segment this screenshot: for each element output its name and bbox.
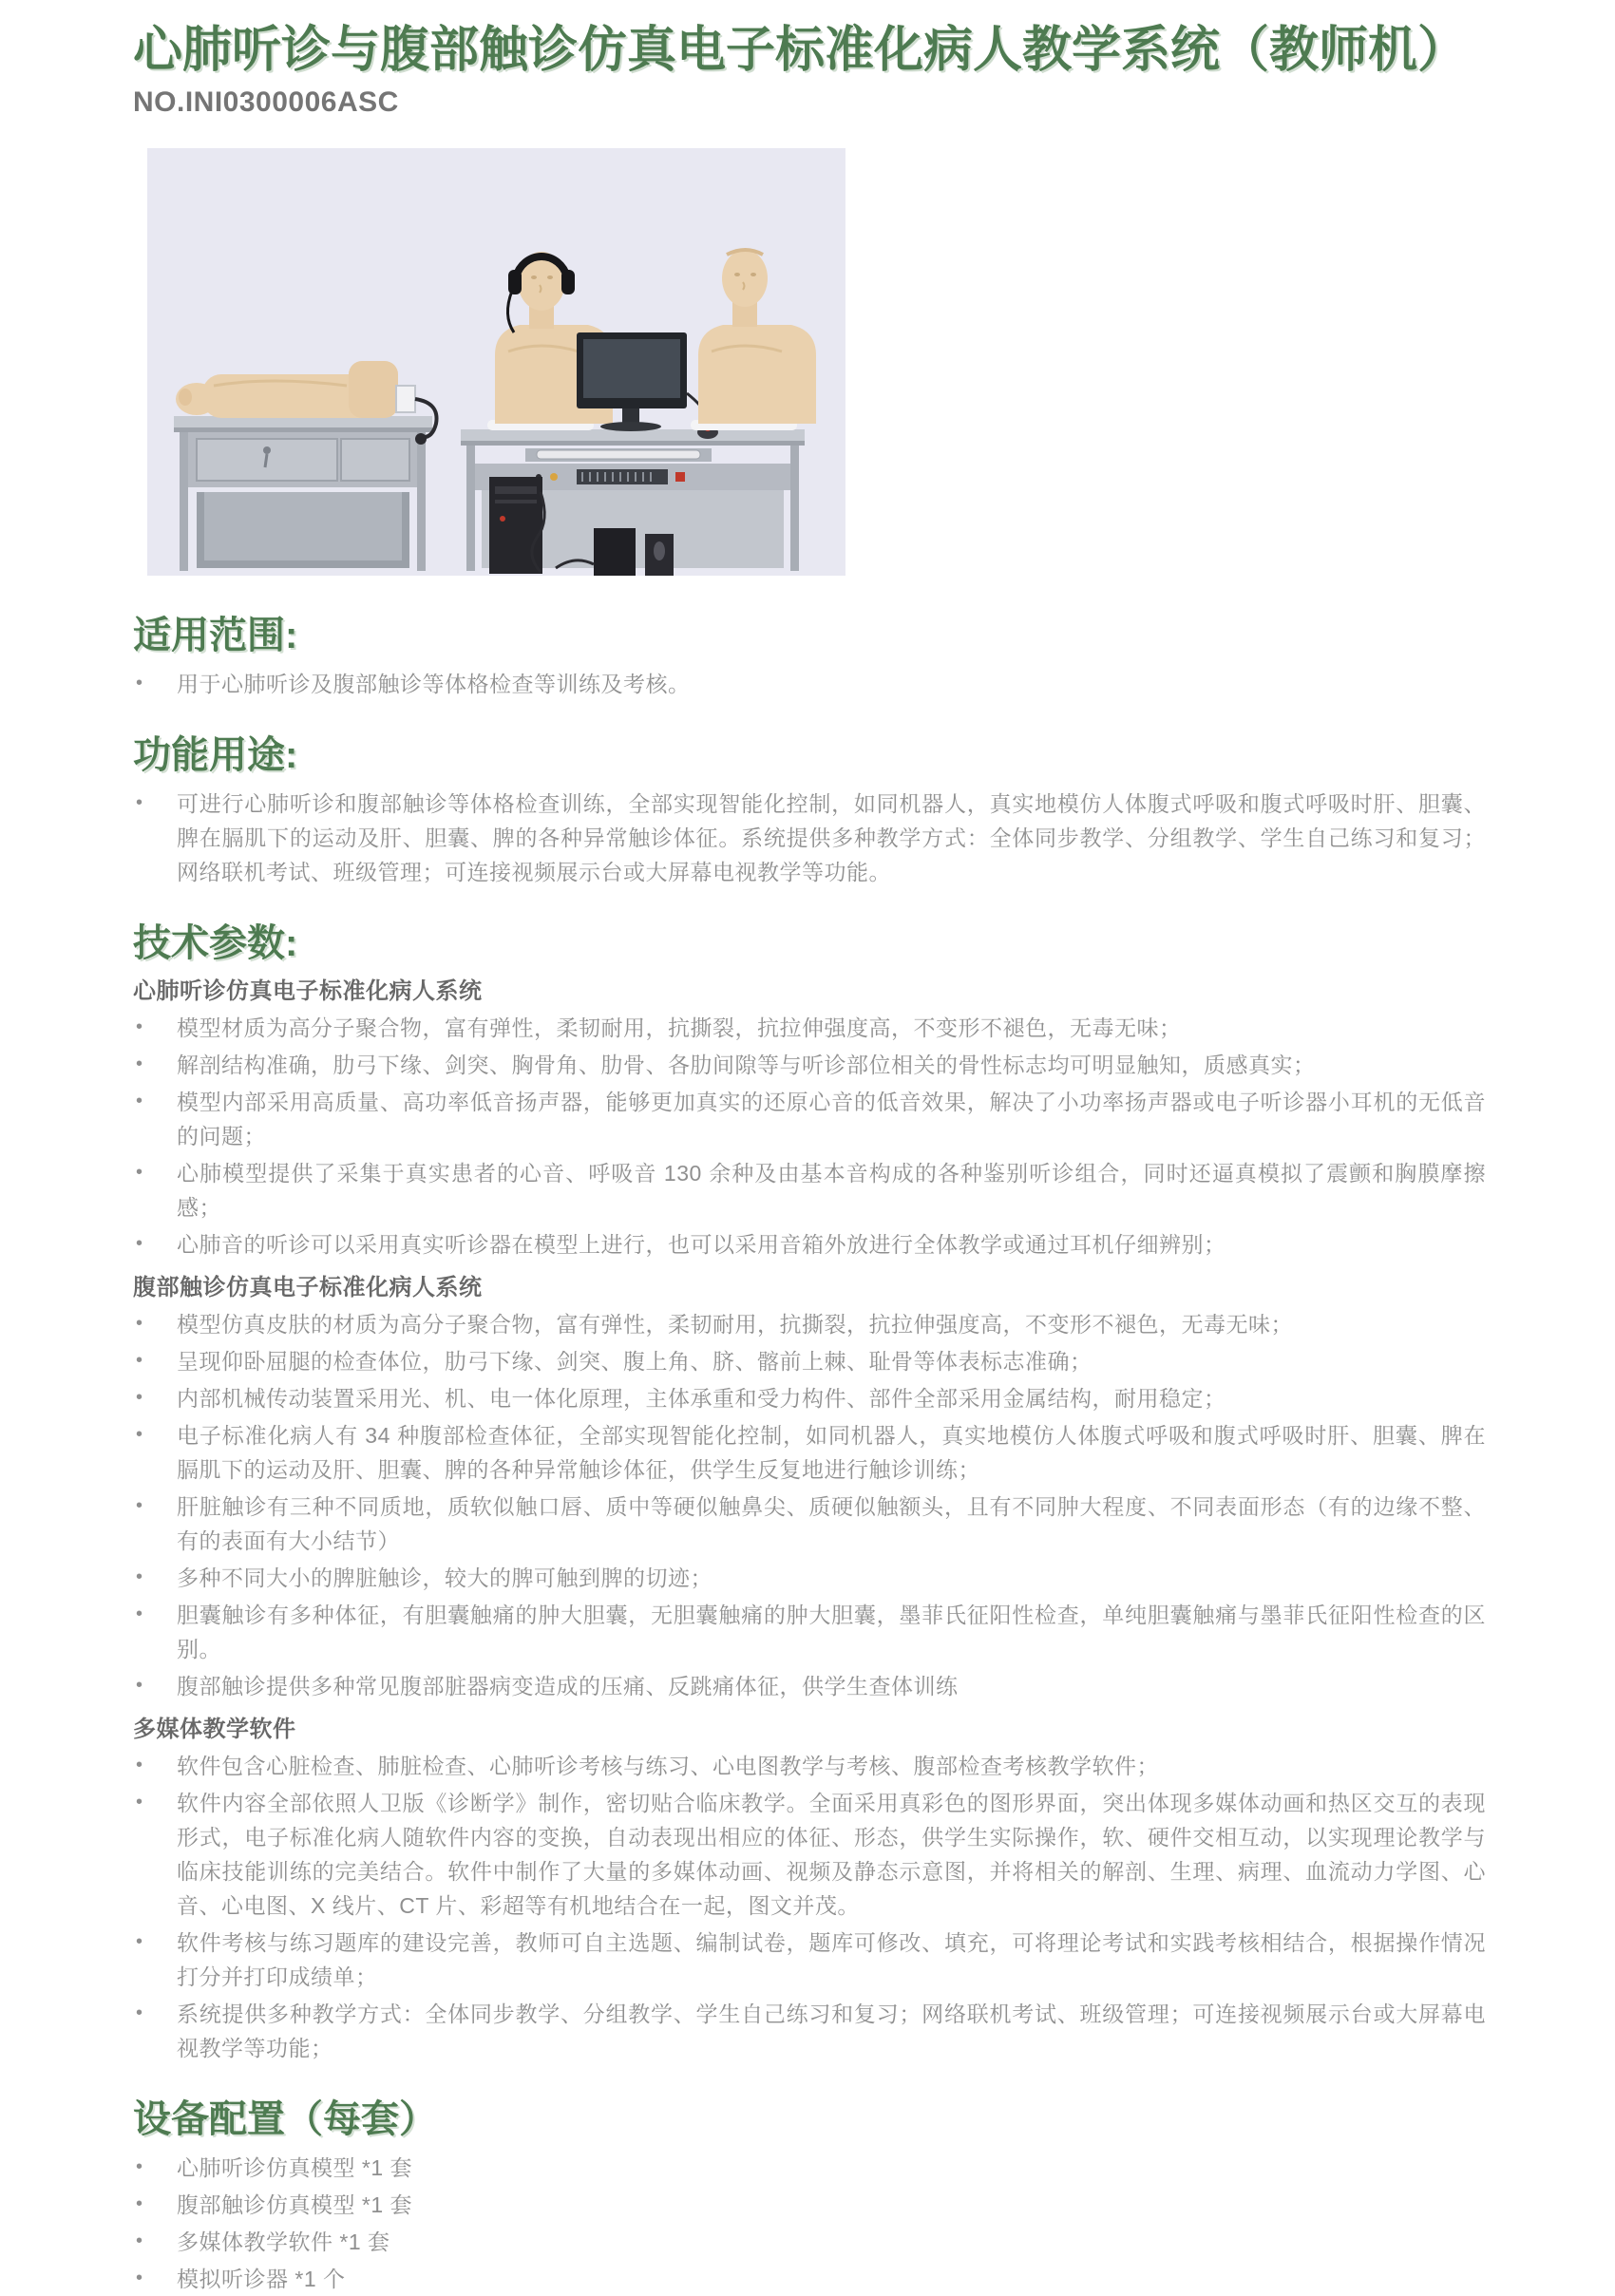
list-item-text: 腹部触诊仿真模型 *1 套 <box>177 2192 413 2217</box>
list-item-text: 模拟听诊器 *1 个 <box>177 2267 346 2291</box>
list-item <box>133 1085 1486 1153</box>
list-item <box>133 1561 1486 1595</box>
bullet-dot: • <box>136 2193 143 2214</box>
bullet-list <box>133 787 1486 889</box>
list-item <box>133 1156 1486 1224</box>
list-item <box>133 1011 1486 1045</box>
bullet-dot: • <box>136 1603 143 1624</box>
subsection-heading: 心肺听诊仿真电子标准化病人系统 <box>133 978 483 1004</box>
bullet-list <box>133 2151 1486 2296</box>
list-item <box>133 1669 1486 1703</box>
bullet-dot: • <box>136 1675 143 1696</box>
list-item-text: 软件考核与练习题库的建设完善，教师可自主选题、编制试卷，题库可修改、填充，可将理论考试和实践考核相结合，根据操作情况打分并打印成绩单； <box>177 1930 1486 1989</box>
list-item <box>133 1749 1486 1783</box>
bullet-dot: • <box>136 1495 143 1516</box>
list-item-text: 软件内容全部依照人卫版《诊断学》制作，密切贴合临床教学。全面采用真彩色的图形界面，突出体现多媒体动画和热区交互的表现形式，电子标准化病人随软件内容的变换，自动表现出相应的体征、形态，供学生实际操作，软、硬件交相互动，以实现理论教学与临床技能训练的完美结合。软件中制作了大量的多媒体动画、视频及静态示意图，并将相关的解剖、生理、病理、血流动力学图、心音、心电图、X 线片、CT 片、彩超等有机地结合在一起，图文并茂。 <box>177 1791 1486 1918</box>
bullet-dot: • <box>136 1162 143 1183</box>
sections <box>133 614 1486 2296</box>
list-item-text: 肝脏触诊有三种不同质地，质软似触口唇、质中等硬似触鼻尖、质硬似触额头，且有不同肿大程度、不同表面形态（有的边缘不整、有的表面有大小结节） <box>177 1494 1486 1553</box>
section-heading: 功能用途: <box>133 734 298 776</box>
section-4 <box>133 2097 1486 2296</box>
list-item <box>133 1490 1486 1558</box>
list-item <box>133 1598 1486 1666</box>
list-item-text: 多媒体教学软件 *1 套 <box>177 2230 390 2254</box>
bullet-dot: • <box>136 1566 143 1587</box>
list-item-text: 模型材质为高分子聚合物，富有弹性，柔韧耐用，抗撕裂，抗拉伸强度高，不变形不褪色，无毒无味； <box>177 1015 1182 1040</box>
bullet-dot: • <box>136 1053 143 1074</box>
section-2 <box>133 733 1486 889</box>
section-3 <box>133 921 1486 2065</box>
list-item-text: 多种不同大小的脾脏触诊，较大的脾可触到脾的切迹； <box>177 1565 712 1590</box>
subsection-heading: 腹部触诊仿真电子标准化病人系统 <box>133 1275 483 1300</box>
bullet-dot: • <box>136 673 143 693</box>
list-item <box>133 1418 1486 1487</box>
bullet-dot: • <box>136 2002 143 2023</box>
bullet-dot: • <box>136 1350 143 1371</box>
bullet-list <box>133 1749 1486 2065</box>
list-item-text: 模型内部采用高质量、高功率低音扬声器，能够更加真实的还原心音的低音效果，解决了小功率扬声器或电子听诊器小耳机的无低音的问题； <box>177 1090 1486 1148</box>
section-heading: 设备配置（每套） <box>133 2098 437 2140</box>
list-item <box>133 1997 1486 2065</box>
subsection-heading: 多媒体教学软件 <box>133 1717 296 1742</box>
list-item-text: 呈现仰卧屈腿的检查体位，肋弓下缘、剑突、腹上角、脐、髂前上棘、耻骨等体表标志准确； <box>177 1349 1092 1374</box>
list-item <box>133 2151 1486 2185</box>
list-item <box>133 1926 1486 1994</box>
bullet-dot: • <box>136 2268 143 2288</box>
bullet-dot: • <box>136 1931 143 1952</box>
list-item <box>133 2262 1486 2296</box>
list-item <box>133 2225 1486 2259</box>
list-item <box>133 1048 1486 1082</box>
list-item-text: 心肺音的听诊可以采用真实听诊器在模型上进行，也可以采用音箱外放进行全体教学或通过耳机仔细辨别； <box>177 1232 1226 1257</box>
list-item-text: 心肺模型提供了采集于真实患者的心音、呼吸音 130 余种及由基本音构成的各种鉴别听诊组合，同时还逼真模拟了震颤和胸膜摩擦感； <box>177 1161 1486 1220</box>
bullet-dot: • <box>136 1313 143 1334</box>
bullet-dot: • <box>136 2230 143 2251</box>
list-item <box>133 1227 1486 1262</box>
bullet-dot: • <box>136 1755 143 1775</box>
bullet-dot: • <box>136 1091 143 1111</box>
page-title: 心肺听诊与腹部触诊仿真电子标准化病人教学系统（教师机） <box>133 23 1468 78</box>
list-item-text: 可进行心肺听诊和腹部触诊等体格检查训练，全部实现智能化控制，如同机器人，真实地模仿人体腹式呼吸和腹式呼吸时肝、胆囊、脾在膈肌下的运动及肝、胆囊、脾的各种异常触诊体征。系统提供多种教学方式：全体同步教学、分组教学、学生自己练习和复习；网络联机考试、班级管理；可连接视频展示台或大屏幕电视教学等功能。 <box>177 791 1486 884</box>
list-item-text: 软件包含心脏检查、肺脏检查、心肺听诊考核与练习、心电图教学与考核、腹部检查考核教学软件； <box>177 1754 1159 1778</box>
list-item <box>133 667 1486 701</box>
list-item-text: 用于心肺听诊及腹部触诊等体格检查等训练及考核。 <box>177 672 691 696</box>
list-item <box>133 1307 1486 1341</box>
list-item-text: 腹部触诊提供多种常见腹部脏器病变造成的压痛、反跳痛体征，供学生查体训练 <box>177 1674 959 1698</box>
bullet-dot: • <box>136 2156 143 2177</box>
product-photo-illustration <box>147 148 846 576</box>
list-item-text: 解剖结构准确，肋弓下缘、剑突、胸骨角、肋骨、各肋间隙等与听诊部位相关的骨性标志均可明显触知，质感真实； <box>177 1053 1316 1077</box>
desk-icon <box>174 416 432 571</box>
bullet-dot: • <box>136 1233 143 1254</box>
section-heading: 技术参数: <box>133 922 298 964</box>
bullet-dot: • <box>136 1016 143 1037</box>
list-item-text: 模型仿真皮肤的材质为高分子聚合物，富有弹性，柔韧耐用，抗撕裂，抗拉伸强度高，不变形不褪色，无毒无味； <box>177 1312 1293 1337</box>
list-item-text: 电子标准化病人有 34 种腹部检查体征，全部实现智能化控制，如同机器人，真实地模仿人体腹式呼吸和腹式呼吸时肝、胆囊、脾在膈肌下的运动及肝、胆囊、脾的各种异常触诊体征，供学生反复地进行触诊训练； <box>177 1423 1486 1482</box>
list-item <box>133 2188 1486 2222</box>
bullet-dot: • <box>136 1792 143 1812</box>
product-photo <box>147 148 846 576</box>
bullet-list <box>133 1307 1486 1703</box>
list-item <box>133 1381 1486 1415</box>
list-item-text: 胆囊触诊有多种体征，有胆囊触痛的肿大胆囊，无胆囊触痛的肿大胆囊，墨菲氏征阳性检查，单纯胆囊触痛与墨菲氏征阳性检查的区别。 <box>177 1603 1486 1661</box>
section-heading: 适用范围: <box>133 615 298 656</box>
list-item-text: 系统提供多种教学方式：全体同步教学、分组教学、学生自己练习和复习；网络联机考试、班级管理；可连接视频展示台或大屏幕电视教学等功能； <box>177 2002 1486 2060</box>
bullet-dot: • <box>136 1424 143 1445</box>
list-item <box>133 1344 1486 1378</box>
list-item <box>133 787 1486 889</box>
list-item-text: 心肺听诊仿真模型 *1 套 <box>177 2155 413 2180</box>
bullet-list <box>133 667 1486 701</box>
bullet-dot: • <box>136 1387 143 1408</box>
bullet-dot: • <box>136 792 143 813</box>
list-item-text: 内部机械传动装置采用光、机、电一体化原理，主体承重和受力构件、部件全部采用金属结构，耐用稳定； <box>177 1386 1226 1411</box>
section-1 <box>133 614 1486 701</box>
bullet-list <box>133 1011 1486 1262</box>
list-item <box>133 1786 1486 1923</box>
model-number: NO.INI0300006ASC <box>133 86 399 118</box>
